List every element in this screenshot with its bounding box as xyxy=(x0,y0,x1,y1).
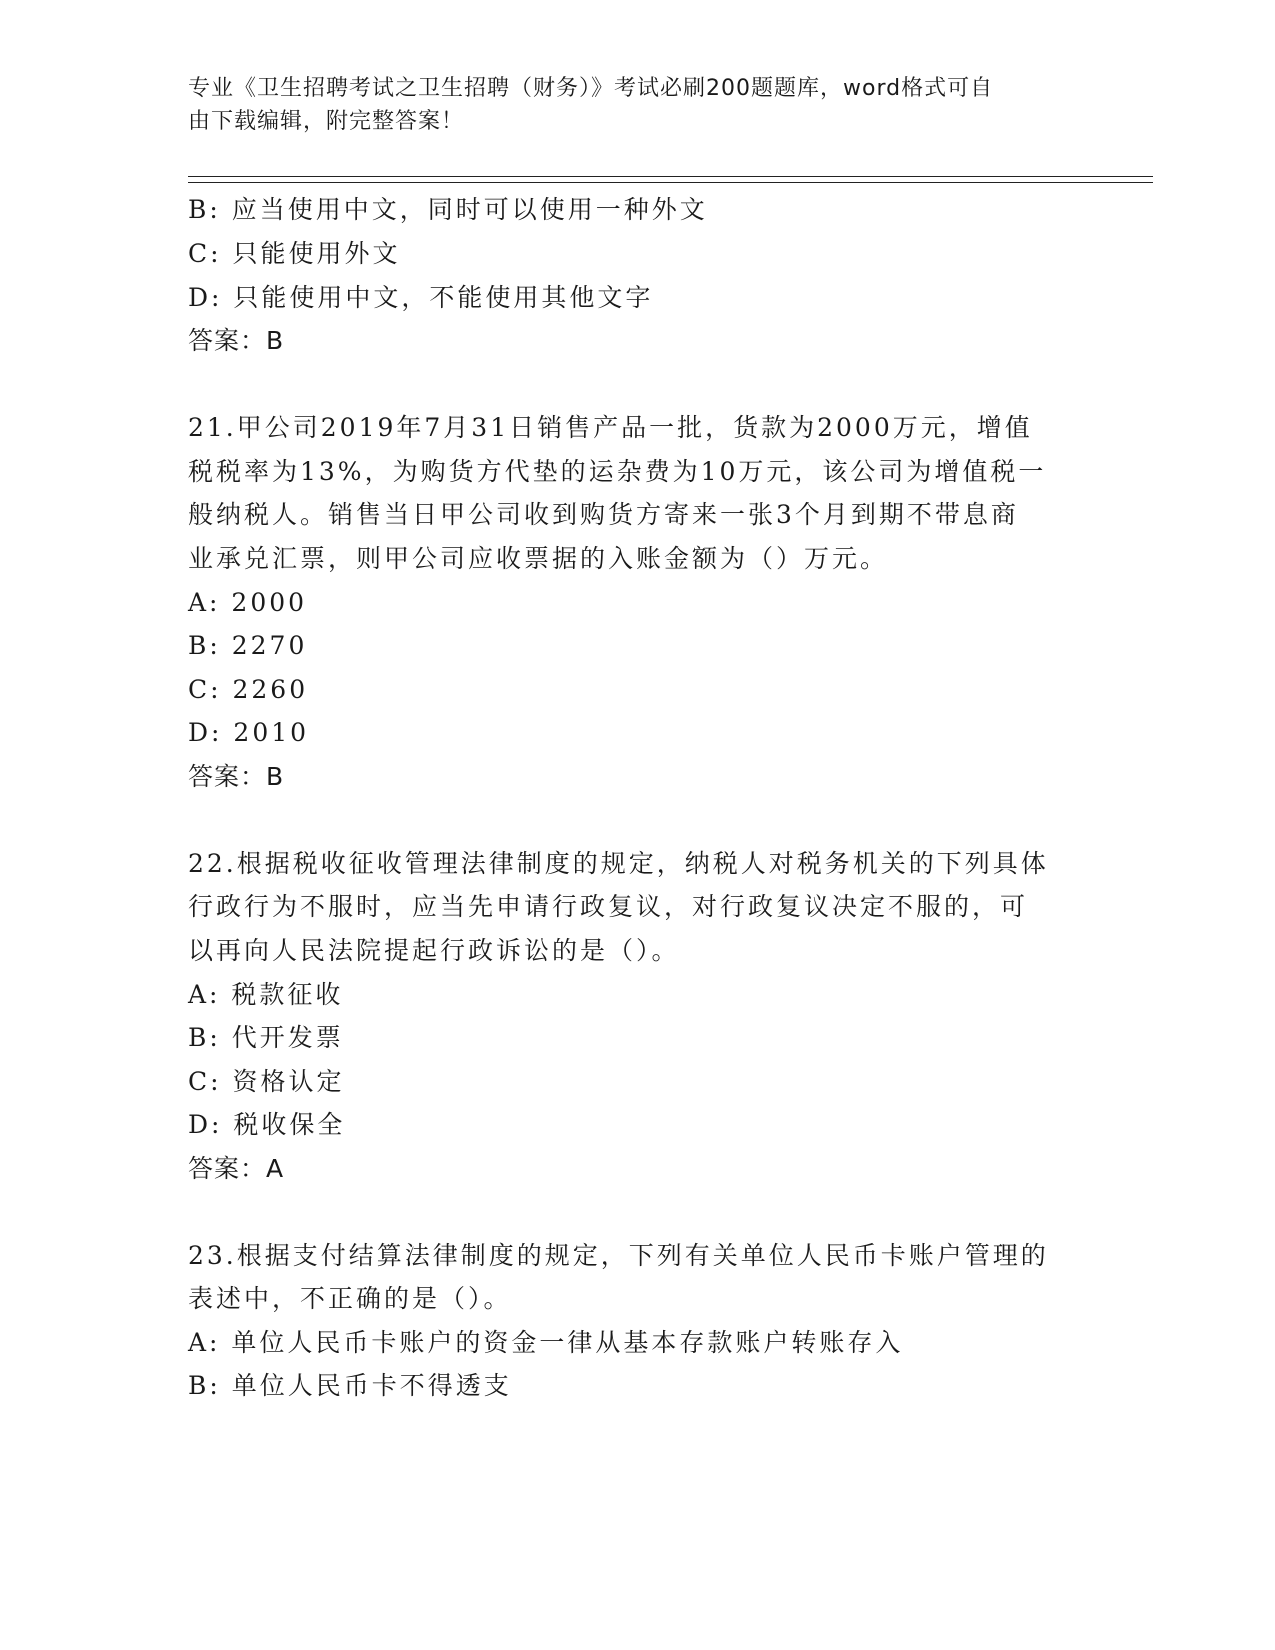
q21-stem-line-1: 21.甲公司2019年7月31日销售产品一批，货款为2000万元，增值 xyxy=(188,413,1033,442)
header-divider-top xyxy=(188,176,1153,177)
q22-option-d: D: 税收保全 xyxy=(188,1110,346,1139)
q22-answer: 答案：A xyxy=(188,1154,285,1183)
q22-option-b: B: 代开发票 xyxy=(188,1023,344,1052)
q21-answer: 答案：B xyxy=(188,762,285,791)
q21-stem-line-2: 税税率为13%，为购货方代垫的运杂费为10万元，该公司为增值税一 xyxy=(188,457,1047,486)
q21-option-c: C: 2260 xyxy=(188,675,309,704)
q22-stem-line-3: 以再向人民法院提起行政诉讼的是（）。 xyxy=(188,936,680,965)
header-divider-bottom xyxy=(188,182,1153,183)
q20-answer: 答案：B xyxy=(188,326,285,355)
header-line-2: 由下载编辑，附完整答案！ xyxy=(188,109,465,134)
document-header xyxy=(188,72,1068,138)
q23-option-a: A: 单位人民币卡账户的资金一律从基本存款账户转账存入 xyxy=(188,1328,904,1357)
q20-option-d: D: 只能使用中文，不能使用其他文字 xyxy=(188,283,654,312)
q22-option-a: A: 税款征收 xyxy=(188,980,344,1009)
q22-option-c: C: 资格认定 xyxy=(188,1067,345,1096)
q21-stem-line-3: 般纳税人。销售当日甲公司收到购货方寄来一张3个月到期不带息商 xyxy=(188,500,1019,529)
header-line-1: 专业《卫生招聘考试之卫生招聘（财务）》考试必刷200题题库，word格式可自 xyxy=(188,76,994,101)
q23-option-b: B: 单位人民币卡不得透支 xyxy=(188,1371,512,1400)
q21-option-b: B: 2270 xyxy=(188,631,308,660)
q23-stem-line-1: 23.根据支付结算法律制度的规定，下列有关单位人民币卡账户管理的 xyxy=(188,1241,1049,1270)
q22-stem-line-1: 22.根据税收征收管理法律制度的规定，纳税人对税务机关的下列具体 xyxy=(188,849,1049,878)
q22-stem-line-2: 行政行为不服时，应当先申请行政复议，对行政复议决定不服的，可 xyxy=(188,892,1029,921)
q20-option-b: B: 应当使用中文，同时可以使用一种外文 xyxy=(188,195,708,224)
q21-option-a: A: 2000 xyxy=(188,588,308,617)
q20-option-c: C: 只能使用外文 xyxy=(188,239,401,268)
q21-stem-line-4: 业承兑汇票，则甲公司应收票据的入账金额为（）万元。 xyxy=(188,544,889,573)
q21-option-d: D: 2010 xyxy=(188,718,310,747)
q23-stem-line-2: 表述中，不正确的是（）。 xyxy=(188,1284,512,1313)
